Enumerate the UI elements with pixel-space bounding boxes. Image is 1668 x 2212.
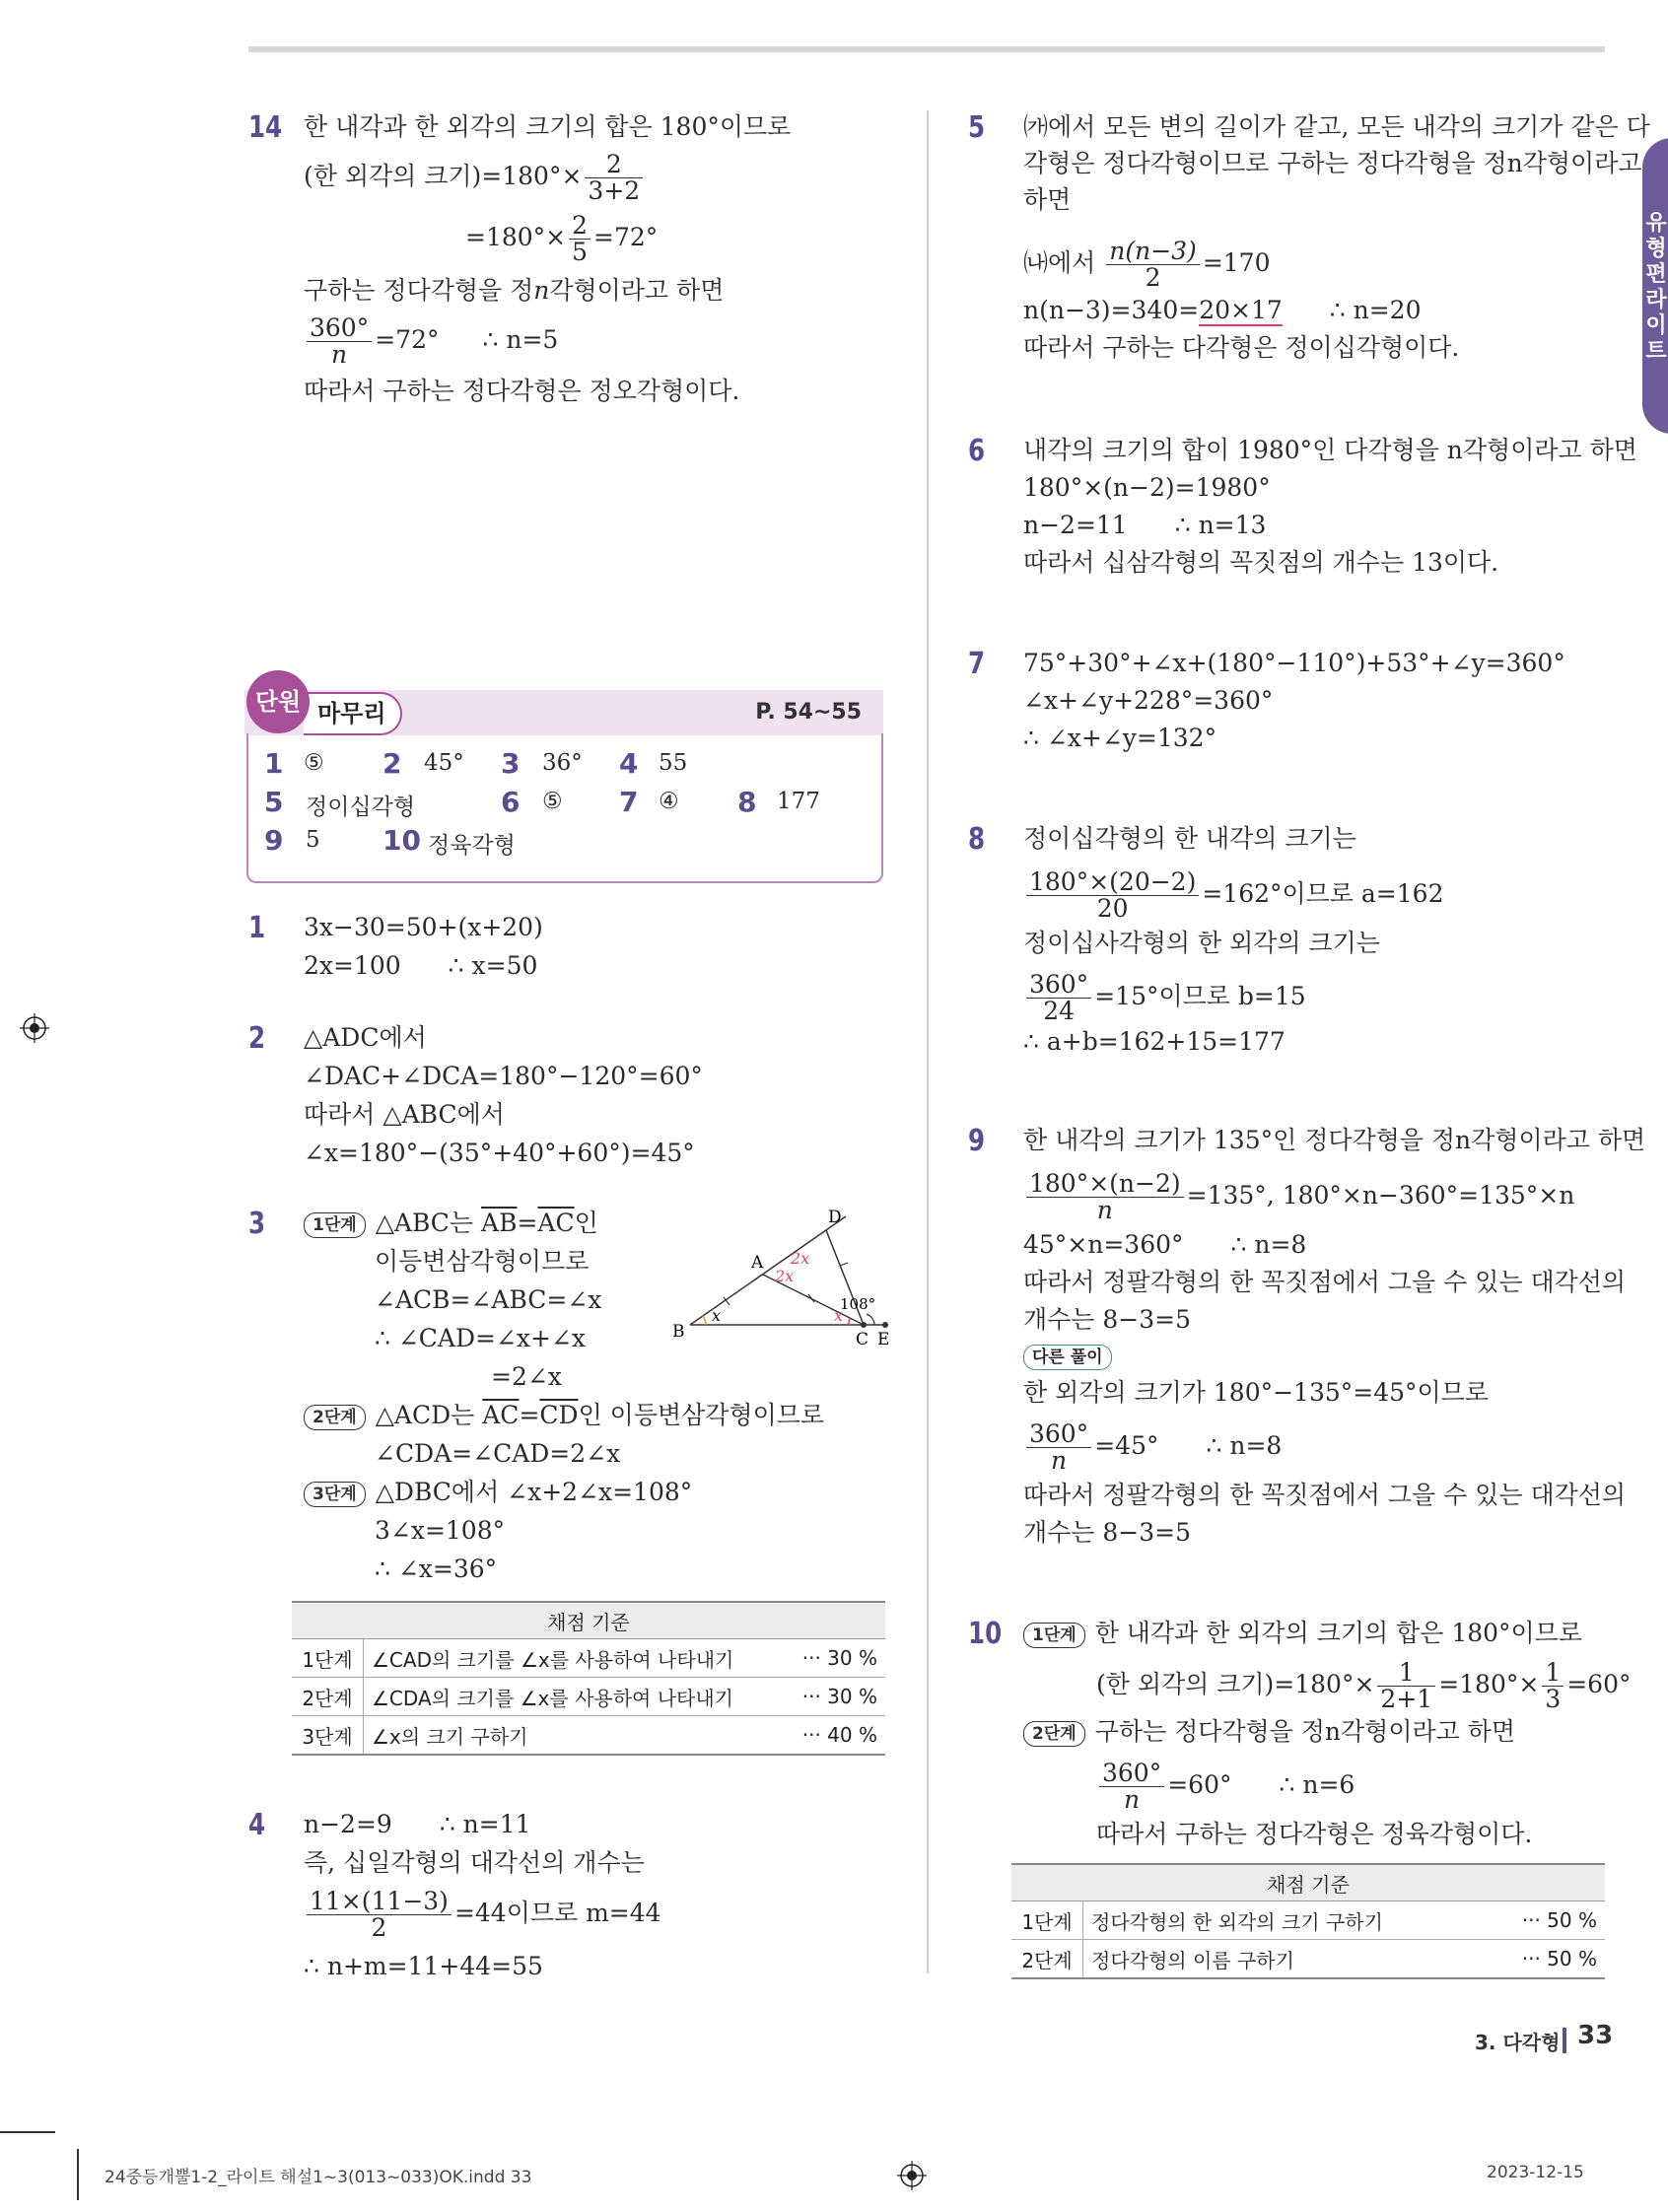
label-E: E: [877, 1330, 890, 1349]
pct-cell: ··· 30 %: [784, 1639, 885, 1678]
criteria-header: 채점 기준: [292, 1602, 885, 1639]
pct-cell: ··· 50 %: [1486, 1940, 1605, 1979]
fraction: [1377, 1660, 1435, 1712]
angle-label-x: x: [834, 1306, 844, 1325]
text: ∴ n=11: [439, 1810, 531, 1838]
fraction: [1106, 239, 1200, 291]
fraction: [585, 152, 643, 204]
line: ∠DAC+∠DCA=180°−120°=60°: [304, 1062, 703, 1090]
angle-label-108: 108°: [840, 1295, 876, 1313]
line: [304, 949, 537, 983]
line: 내각의 크기의 합이 1980°인 다각형을 n각형이라고 하면: [1023, 436, 1637, 464]
text: △DBC에서 ∠x+2∠x=108°: [375, 1478, 693, 1506]
text: n−2=11: [1023, 511, 1128, 539]
unit-title: 마무리: [304, 692, 402, 735]
step-cell: 3단계: [292, 1716, 364, 1756]
unit-badge: 단원: [246, 670, 310, 733]
line: ∴ ∠x+∠y=132°: [1023, 724, 1217, 752]
desc-cell: ∠CAD의 크기를 ∠x를 사용하여 나타내기: [364, 1639, 785, 1678]
text: =180°×: [1438, 1670, 1540, 1698]
segment: $\overline{AC}$: [482, 1401, 520, 1429]
line: 따라서 정팔각형의 한 꼭짓점에서 그을 수 있는 대각선의: [1023, 1268, 1627, 1296]
line: 즉, 십일각형의 대각선의 개수는: [304, 1848, 645, 1877]
fraction: [1026, 1171, 1184, 1223]
line: [465, 213, 658, 265]
line: [1023, 1228, 1306, 1262]
line: 한 내각과 한 외각의 크기의 합은 180°이므로: [304, 112, 792, 141]
text: 2x=100: [304, 951, 401, 980]
label-C: C: [856, 1330, 869, 1349]
problem-number: 10: [968, 1617, 1003, 1651]
text: n(n−3)=340=: [1023, 296, 1200, 324]
line: ∠CDA=∠CAD=2∠x: [375, 1439, 621, 1468]
table-row: [1011, 1940, 1605, 1979]
line: 따라서 십삼각형의 꼭짓점의 개수는 13이다.: [1023, 548, 1499, 577]
unit-page-range: P. 54~55: [755, 700, 862, 725]
answer-number: 3: [501, 747, 521, 780]
problem-number: 7: [968, 647, 986, 681]
text: ∴ n=8: [1230, 1230, 1307, 1259]
denominator: 2: [1145, 263, 1161, 292]
problem-number: 2: [248, 1021, 266, 1056]
line: 개수는 8−3=5: [1023, 1518, 1192, 1547]
pct-cell: ··· 30 %: [784, 1678, 885, 1716]
line: ∴ ∠x=36°: [375, 1555, 498, 1583]
text: ∴ n=8: [1206, 1431, 1283, 1460]
answer-value: 5: [306, 827, 320, 853]
line: 정이십사각형의 한 외각의 크기는: [1023, 929, 1380, 957]
line: △ADC에서: [304, 1023, 427, 1052]
table-row: [1011, 1901, 1605, 1940]
problem-number: 3: [248, 1207, 266, 1241]
desc-cell: 정다각형의 이름 구하기: [1083, 1940, 1487, 1979]
line: [1023, 1617, 1582, 1650]
angle-label-x: x: [712, 1306, 722, 1325]
line: 75°+30°+∠x+(180°−110°)+53°+∠y=360°: [1023, 649, 1565, 677]
triangle-figure: [670, 1207, 897, 1354]
fraction: [1542, 1660, 1564, 1712]
text: ㈏에서: [1023, 248, 1104, 277]
page-number: 33: [1577, 2021, 1614, 2050]
denominator: 20: [1096, 894, 1129, 923]
line: =2∠x: [491, 1362, 562, 1391]
line: ∠x+∠y+228°=360°: [1023, 686, 1274, 715]
line: 한 내각의 크기가 135°인 정다각형을 정n각형이라고 하면: [1023, 1126, 1646, 1154]
denominator: n: [1096, 1196, 1113, 1224]
numerator: 2: [569, 213, 591, 240]
angle-C-mark: [848, 1318, 850, 1325]
pct-cell: ··· 40 %: [784, 1716, 885, 1756]
line: [304, 1889, 661, 1941]
fraction: [569, 213, 591, 265]
line: [304, 274, 724, 308]
fraction: [307, 315, 372, 368]
line: [1023, 294, 1421, 327]
text: =60°: [1566, 1670, 1632, 1698]
criteria-header-row: [292, 1602, 885, 1639]
text: =162°이므로 a=162: [1202, 879, 1444, 908]
numerator: 360°: [1026, 1421, 1091, 1448]
answer-number: 5: [264, 786, 284, 818]
text: ∴ n=13: [1174, 511, 1267, 539]
line: 따라서 △ABC에서: [304, 1100, 505, 1129]
text: =60°: [1167, 1770, 1232, 1799]
line: [304, 1476, 692, 1509]
line: [1023, 239, 1270, 291]
fraction: [1026, 869, 1199, 922]
angle-label-2x: 2x: [775, 1267, 795, 1285]
line: 각형은 정다각형이므로 구하는 정다각형을 정n각형이라고: [1023, 149, 1642, 177]
desc-cell: 정다각형의 한 외각의 크기 구하기: [1083, 1901, 1487, 1940]
answer-number: 2: [382, 747, 402, 780]
text: ∴ x=50: [448, 951, 538, 980]
step-cell: 1단계: [292, 1639, 364, 1678]
answer-value: 정육각형: [428, 833, 516, 859]
line: [1023, 869, 1443, 922]
line: 정이십각형의 한 내각의 크기는: [1023, 824, 1356, 853]
text: =15°이므로 b=15: [1094, 982, 1306, 1010]
slug-date: 2023-12-15: [1487, 2163, 1584, 2182]
problem-number: 6: [968, 434, 986, 468]
problem-number: 8: [968, 822, 986, 857]
text: =: [519, 1401, 540, 1429]
numerator: 11×(11−3): [307, 1889, 452, 1915]
crop-mark: [77, 2149, 79, 2200]
numerator: 180°×(20−2): [1026, 869, 1199, 896]
line: 3x−30=50+(x+20): [304, 913, 543, 941]
numerator: 1: [1542, 1660, 1564, 1687]
text: 구하는 정다각형을 정: [304, 276, 534, 305]
answer-value: ④: [659, 789, 679, 814]
denominator: 3+2: [588, 176, 641, 205]
line: [1023, 1339, 1122, 1372]
text: △ABC는: [375, 1209, 482, 1237]
desc-cell: ∠x의 크기 구하기: [364, 1716, 785, 1756]
line: 한 외각의 크기가 180°−135°=45°이므로: [1023, 1378, 1489, 1407]
step-cell: 2단계: [292, 1678, 364, 1716]
answer-value: 177: [777, 789, 820, 814]
step-cell: 1단계: [1011, 1901, 1083, 1940]
answer-number: 1: [264, 747, 284, 780]
underlined-text: 20×17: [1199, 296, 1283, 324]
line: [304, 315, 558, 368]
registration-mark-icon: [20, 1013, 49, 1043]
criteria-table-3: [292, 1601, 885, 1756]
step-tag: 1단계: [304, 1212, 366, 1238]
line: [1096, 1660, 1631, 1712]
line: [304, 1399, 824, 1432]
denominator: 5: [572, 238, 589, 266]
top-rule: [248, 46, 1605, 52]
line: ∠ACB=∠ABC=∠x: [375, 1285, 602, 1314]
answer-value: 55: [659, 750, 688, 776]
footer-separator: [1563, 2028, 1566, 2053]
answer-value: 45°: [424, 750, 464, 776]
denominator: 3: [1545, 1685, 1562, 1713]
line: 따라서 구하는 정다각형은 정오각형이다.: [304, 377, 740, 405]
angle-label-2x: 2x: [791, 1249, 810, 1268]
line: ∴ n+m=11+44=55: [304, 1952, 543, 1980]
answer-number: 7: [619, 786, 639, 818]
numerator: n(n−3): [1106, 239, 1200, 265]
table-row: [292, 1716, 885, 1756]
text: ∴ n=6: [1279, 1770, 1355, 1799]
tick-mark: [840, 1263, 848, 1266]
numerator: 2: [585, 152, 643, 178]
text: =72°: [593, 223, 659, 251]
line: [1023, 972, 1306, 1024]
side-tab-label: 유형편 라이트: [1645, 211, 1667, 364]
problem-number: 4: [248, 1808, 266, 1842]
text: (한 외각의 크기)=180°×: [1096, 1670, 1375, 1698]
table-row: [292, 1639, 885, 1678]
answer-number: 8: [737, 786, 757, 818]
line: 따라서 구하는 정다각형은 정육각형이다.: [1096, 1820, 1533, 1848]
footer-chapter: 3. 다각형: [1475, 2031, 1561, 2054]
line: [304, 1207, 598, 1240]
line: 개수는 8−3=5: [1023, 1305, 1192, 1334]
denominator: 2+1: [1380, 1685, 1433, 1713]
label-D: D: [828, 1208, 842, 1227]
denominator: 24: [1043, 997, 1076, 1025]
column-divider: [927, 110, 929, 1973]
point-C: [861, 1322, 867, 1328]
denominator: 2: [371, 1913, 387, 1942]
step-tag: 1단계: [1023, 1623, 1085, 1648]
answer-number: 6: [501, 786, 521, 818]
variable: n: [533, 276, 550, 305]
angle-B-mark: [703, 1316, 706, 1325]
label-A: A: [751, 1253, 764, 1273]
line: 따라서 구하는 다각형은 정이십각형이다.: [1023, 333, 1460, 362]
line: [1023, 509, 1266, 542]
table-row: [292, 1678, 885, 1716]
line: [1023, 1421, 1282, 1474]
text: =44이므로 m=44: [453, 1899, 661, 1927]
text: 인 이등변삼각형이므로: [578, 1401, 825, 1429]
label-B: B: [672, 1322, 685, 1342]
text: 인: [574, 1209, 598, 1237]
line: [1023, 1715, 1515, 1749]
alt-solution-tag: 다른 풀이: [1023, 1345, 1112, 1370]
problem-number: 9: [968, 1124, 986, 1158]
desc-cell: ∠CDA의 크기를 ∠x를 사용하여 나타내기: [364, 1678, 785, 1716]
text: 각형이라고 하면: [549, 276, 725, 305]
registration-mark-icon: [897, 2161, 927, 2190]
answer-value: 정이십각형: [306, 795, 416, 820]
line: ∴ a+b=162+15=177: [1023, 1027, 1286, 1056]
problem-number: 14: [248, 110, 283, 145]
text: =180°×: [465, 223, 567, 251]
fraction: [1026, 972, 1091, 1024]
line: 따라서 정팔각형의 한 꼭짓점에서 그을 수 있는 대각선의: [1023, 1481, 1627, 1509]
line: 3∠x=108°: [375, 1516, 506, 1545]
problem-number: 1: [248, 911, 266, 945]
line: ∴ ∠CAD=∠x+∠x: [375, 1324, 587, 1352]
numerator: 360°: [1026, 972, 1091, 999]
criteria-header-row: [1011, 1864, 1605, 1901]
step-tag: 2단계: [1023, 1721, 1085, 1747]
answer-number: 9: [264, 824, 284, 857]
text: =72°: [375, 325, 440, 354]
denominator: n: [331, 340, 348, 369]
crop-mark: [0, 2131, 55, 2133]
step-tag: 2단계: [304, 1405, 366, 1430]
unit-review-box: [244, 666, 883, 881]
pct-cell: ··· 50 %: [1486, 1901, 1605, 1940]
step-tag: 3단계: [304, 1482, 366, 1507]
numerator: 180°×(n−2): [1026, 1171, 1184, 1198]
text: 구하는 정다각형을 정n각형이라고 하면: [1094, 1717, 1516, 1746]
segment: $\overline{CD}$: [539, 1401, 579, 1429]
numerator: 1: [1377, 1660, 1435, 1687]
text: ∴ n=20: [1329, 296, 1422, 324]
criteria-table-10: [1011, 1863, 1605, 1979]
step-cell: 2단계: [1011, 1940, 1083, 1979]
answer-value: ⑤: [304, 750, 324, 776]
line: 180°×(n−2)=1980°: [1023, 473, 1271, 502]
line: 이등변삼각형이므로: [375, 1247, 590, 1276]
numerator: 360°: [307, 315, 372, 342]
line: [1023, 1171, 1574, 1223]
slug-filename: 24중등개뿔1-2_라이트 해설1~3(013~033)OK.indd 33: [104, 2168, 532, 2187]
line: ㈎에서 모든 변의 길이가 같고, 모든 내각의 크기가 같은 다: [1023, 112, 1650, 141]
answer-value: ⑤: [542, 789, 563, 814]
fraction: [1026, 1421, 1091, 1474]
text: =: [517, 1209, 538, 1237]
text: =135°, 180°×n−360°=135°×n: [1186, 1181, 1575, 1210]
line: ∠x=180°−(35°+40°+60°)=45°: [304, 1139, 695, 1167]
text: (한 외각의 크기)=180°×: [304, 162, 583, 190]
segment: $\overline{AB}$: [481, 1209, 518, 1237]
text: ∴ n=5: [482, 325, 559, 354]
line: [1096, 1761, 1355, 1813]
text: 한 내각과 한 외각의 크기의 합은 180°이므로: [1094, 1619, 1582, 1647]
criteria-header: 채점 기준: [1011, 1864, 1605, 1901]
denominator: n: [1051, 1446, 1068, 1475]
text: 45°×n=360°: [1023, 1230, 1184, 1259]
segment: $\overline{AC}$: [537, 1209, 575, 1237]
line: [304, 1808, 531, 1841]
problem-number: 5: [968, 110, 986, 145]
angle-108-mark: [867, 1314, 874, 1325]
text: △ACD는: [375, 1401, 483, 1429]
numerator: 360°: [1099, 1761, 1164, 1787]
line: 하면: [1023, 185, 1072, 214]
answer-number: 10: [382, 824, 421, 857]
line: [304, 152, 646, 204]
point-E: [882, 1322, 888, 1328]
text: =170: [1202, 248, 1271, 277]
answer-number: 4: [619, 747, 639, 780]
denominator: n: [1124, 1785, 1141, 1814]
text: n−2=9: [304, 1810, 392, 1838]
fraction: [307, 1889, 452, 1941]
answer-value: 36°: [542, 750, 583, 776]
text: =45°: [1094, 1431, 1159, 1460]
fraction: [1099, 1761, 1164, 1813]
